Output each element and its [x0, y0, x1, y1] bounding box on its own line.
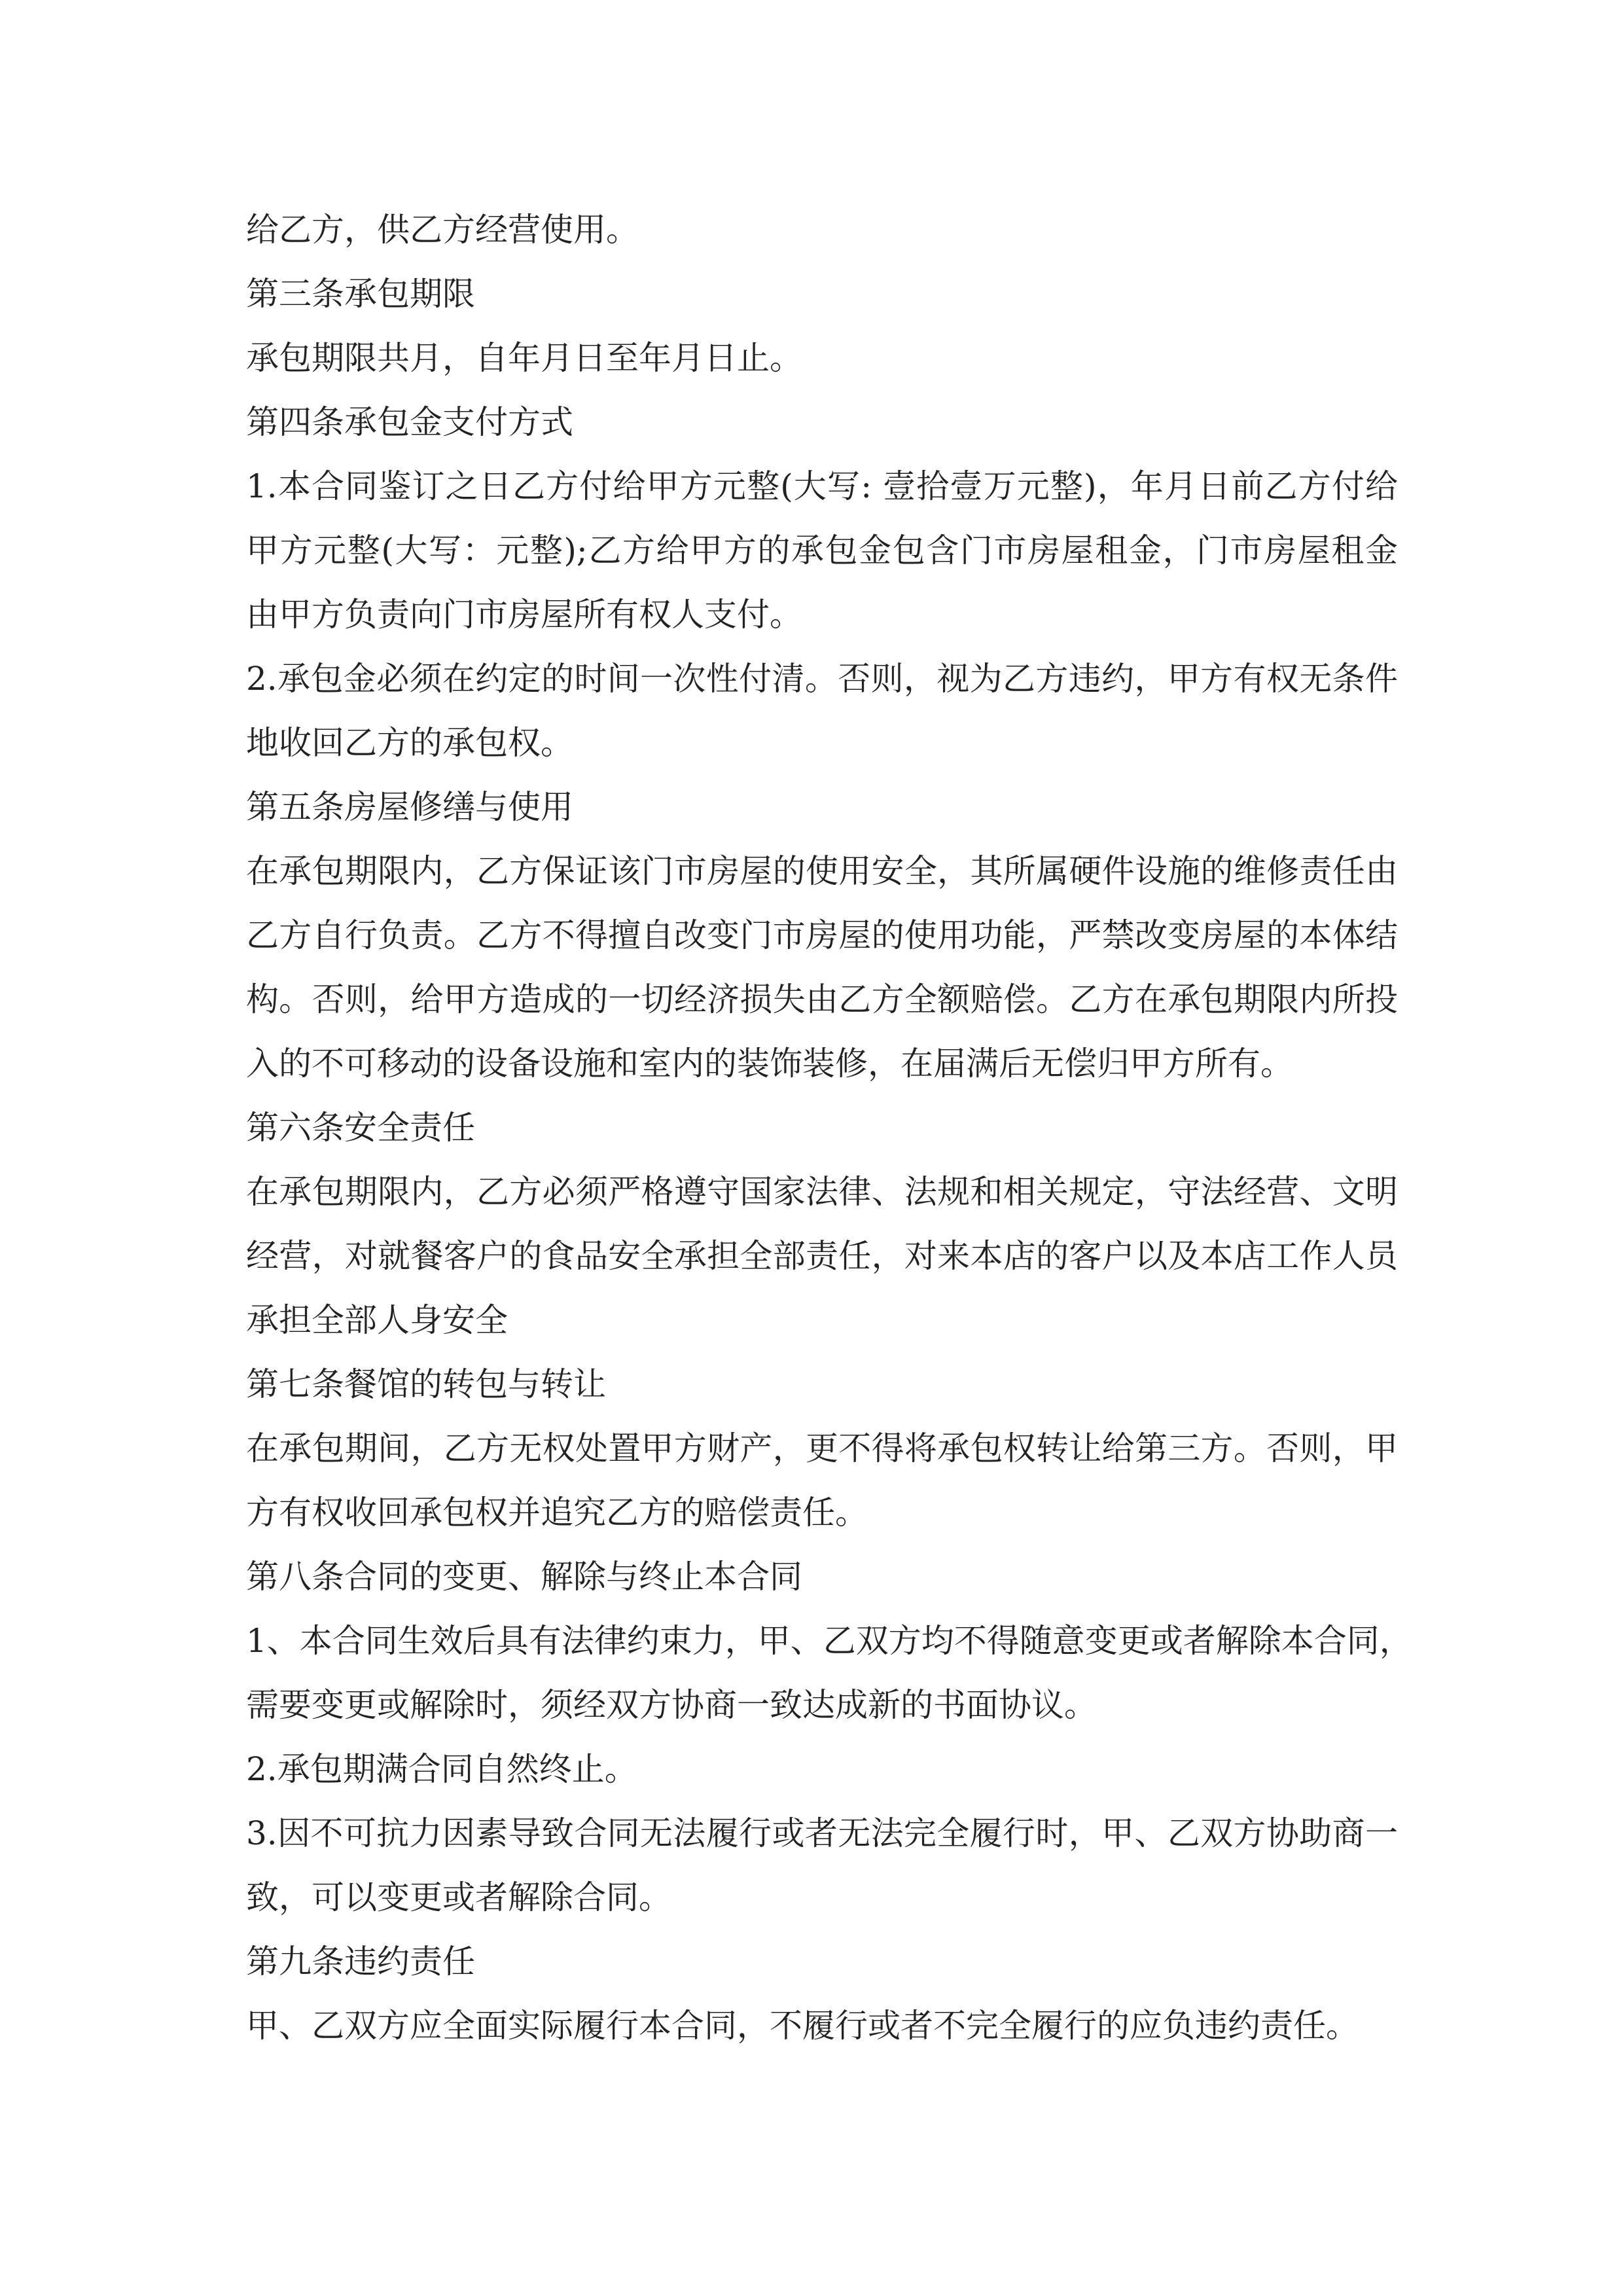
text-line: 由甲方负责向门市房屋所有权人支付。 — [246, 596, 802, 634]
text-line: 3.因不可抗力因素导致合同无法履行或者无法完全履行时，甲、乙双方协助商一 — [246, 1814, 1398, 1852]
text-line: 乙方自行负责。乙方不得擅自改变门市房屋的使用功能，严禁改变房屋的本体结 — [246, 916, 1398, 954]
text-line: 1.本合同鉴订之日乙方付给甲方元整(大写: 壹拾壹万元整)，年月日前乙方付给 — [246, 467, 1398, 505]
document-body — [246, 198, 1412, 2058]
text-line: 在承包期限内，乙方必须严格遵守国家法律、法规和相关规定，守法经营、文明 — [246, 1173, 1398, 1211]
text-line: 第五条房屋修缮与使用 — [246, 788, 573, 826]
text-line: 第六条安全责任 — [246, 1109, 475, 1147]
text-line: 经营，对就餐客户的食品安全承担全部责任，对来本店的客户以及本店工作人员 — [246, 1237, 1398, 1275]
text-line: 承担全部人身安全 — [246, 1301, 508, 1339]
text-line: 第七条餐馆的转包与转让 — [246, 1365, 606, 1403]
text-line: 地收回乙方的承包权。 — [246, 724, 573, 762]
text-line: 甲、乙双方应全面实际履行本合同，不履行或者不完全履行的应负违约责任。 — [246, 2007, 1359, 2045]
text-line: 第八条合同的变更、解除与终止本合同 — [246, 1558, 802, 1596]
text-line: 第三条承包期限 — [246, 275, 475, 313]
text-line: 致，可以变更或者解除合同。 — [246, 1878, 671, 1916]
text-line: 2.承包期满合同自然终止。 — [246, 1750, 637, 1788]
text-line: 2.承包金必须在约定的时间一次性付清。否则，视为乙方违约，甲方有权无条件 — [246, 660, 1398, 698]
text-line: 给乙方，供乙方经营使用。 — [246, 211, 639, 249]
text-line: 构。否则，给甲方造成的一切经济损失由乙方全额赔偿。乙方在承包期限内所投 — [246, 980, 1398, 1018]
text-line: 第四条承包金支付方式 — [246, 403, 573, 441]
text-line: 需要变更或解除时，须经双方协商一致达成新的书面协议。 — [246, 1686, 1097, 1724]
text-line: 在承包期限内，乙方保证该门市房屋的使用安全，其所属硬件设施的维修责任由 — [246, 852, 1398, 890]
text-line: 在承包期间，乙方无权处置甲方财产，更不得将承包权转让给第三方。否则，甲 — [246, 1429, 1398, 1467]
text-line: 承包期限共月，自年月日至年月日止。 — [246, 339, 802, 377]
text-line: 1、本合同生效后具有法律约束力，甲、乙双方均不得随意变更或者解除本合同， — [246, 1622, 1412, 1660]
text-line: 第九条违约责任 — [246, 1943, 475, 1981]
text-line: 方有权收回承包权并追究乙方的赔偿责任。 — [246, 1494, 868, 1532]
text-line: 甲方元整(大写：元整);乙方给甲方的承包金包含门市房屋租金，门市房屋租金 — [246, 531, 1398, 569]
text-line: 入的不可移动的设备设施和室内的装饰装修，在届满后无偿归甲方所有。 — [246, 1045, 1293, 1083]
